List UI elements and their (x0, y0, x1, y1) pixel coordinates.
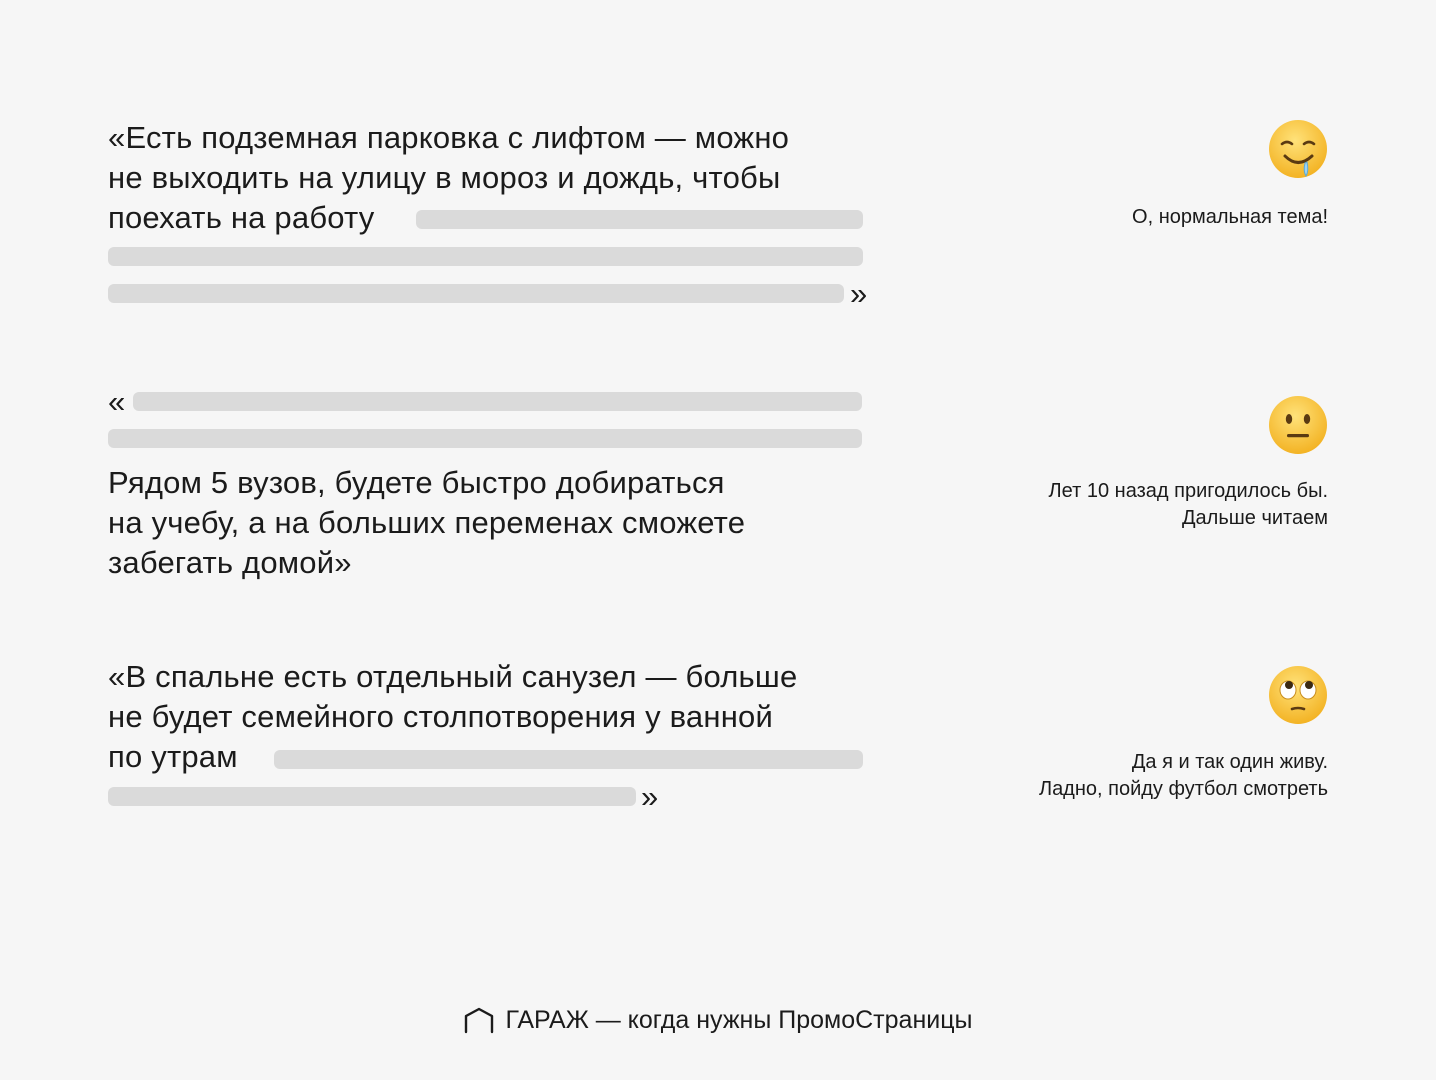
quote-line: Рядом 5 вузов, будете быстро добираться (108, 465, 725, 500)
closing-quote-mark: » (850, 276, 868, 311)
footer-brand (463, 1003, 972, 1037)
reaction-block-1 (908, 118, 1328, 238)
quote-line: не выходить на улицу в мороз и дождь, чтобы (108, 160, 781, 195)
redacted-bar (108, 284, 844, 303)
quote-line (108, 238, 878, 278)
reaction-text: Да я и так один живу. Ладно, пойду футбол смотреть (1038, 751, 1328, 800)
quote-line: поехать на работу (108, 198, 878, 238)
garage-roof-icon (463, 1006, 495, 1034)
quote-line: забегать домой» (108, 545, 352, 580)
reaction-text: О, нормальная тема! (1132, 206, 1328, 228)
closing-quote-mark: » (641, 779, 659, 814)
reaction-text: Лет 10 назад пригодилось бы. Дальше читаем (1048, 480, 1328, 529)
quote-line (108, 380, 878, 420)
footer-text: ГАРАЖ — когда нужны ПромоСтраницы (505, 1006, 973, 1034)
quote-line: по утрам (108, 737, 878, 777)
redacted-bar (274, 750, 863, 769)
quote-line (108, 777, 878, 817)
opening-quote-mark: « (108, 384, 126, 419)
redacted-bar (133, 392, 862, 411)
reaction-block-3 (908, 664, 1328, 814)
quote-block-3 (108, 657, 878, 817)
redacted-bar (416, 210, 863, 229)
quote-line (108, 420, 878, 460)
footer (0, 1003, 1436, 1043)
redacted-bar (108, 429, 862, 448)
quote-line: на учебу, а на больших переменах сможете (108, 505, 746, 540)
redacted-bar (108, 247, 863, 266)
redacted-bar (108, 787, 636, 806)
drooling-face-icon (1268, 119, 1328, 179)
reaction-block-2 (908, 393, 1328, 543)
neutral-face-icon (1268, 395, 1328, 455)
quote-block-1 (108, 118, 878, 318)
quote-line (108, 278, 878, 318)
quote-line: «Есть подземная парковка с лифтом — можно (108, 120, 790, 155)
quote-line: «В спальне есть отдельный санузел — больше (108, 659, 798, 694)
quote-line: не будет семейного столпотворения у ванной (108, 699, 773, 734)
quote-block-2 (108, 380, 878, 580)
eye-roll-face-icon (1268, 665, 1328, 725)
